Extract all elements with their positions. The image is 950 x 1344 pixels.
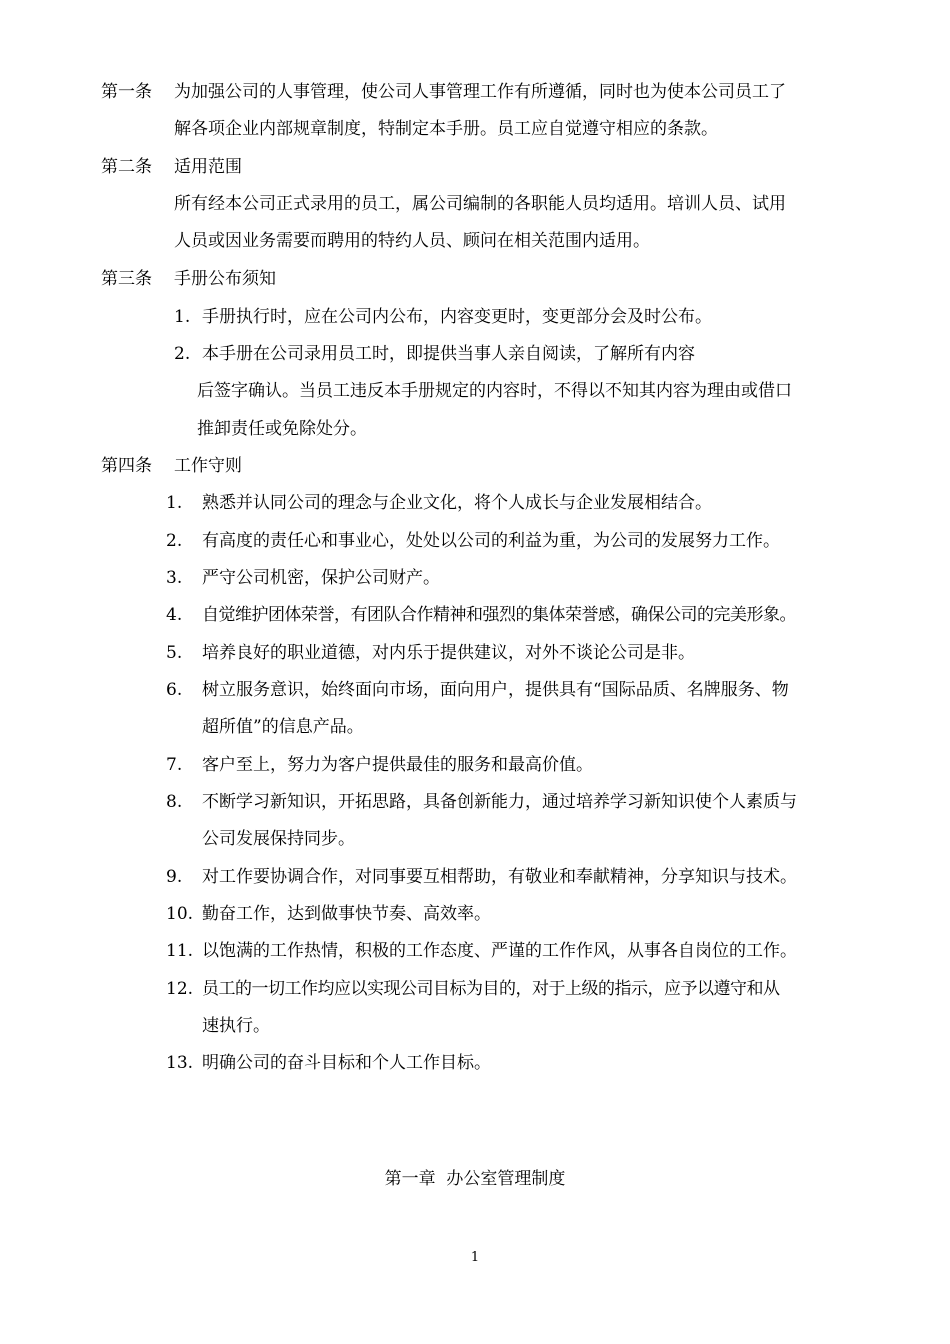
article-2-title: 适用范围 <box>174 157 242 177</box>
rule-num: 6. <box>166 680 183 700</box>
rule-num: 4. <box>166 605 183 625</box>
article-4-label: 第四条 <box>101 456 152 476</box>
rule-text: 客户至上，努力为客户提供最佳的服务和最高价值。 <box>202 755 593 775</box>
rule-num: 3. <box>166 568 183 588</box>
rule-text: 超所值”的信息产品。 <box>202 717 364 737</box>
rule-num: 2. <box>166 531 183 551</box>
rule-num: 1. <box>166 493 183 513</box>
rule-num: 11. <box>166 941 194 961</box>
rule-num: 8. <box>166 792 183 812</box>
rule-num: 10. <box>166 904 194 924</box>
chapter-title: 第一章 办公室管理制度 <box>384 1169 566 1189</box>
rule-text: 公司发展保持同步。 <box>202 829 355 849</box>
article-1-title: 为加强公司的人事管理，使公司人事管理工作有所遵循，同时也为使本公司员工了 <box>174 82 786 102</box>
article-2-body-line: 所有经本公司正式录用的员工，属公司编制的各职能人员均适用。培训人员、试用 <box>174 194 786 214</box>
article-3-item-text: 推卸责任或免除处分。 <box>197 419 367 439</box>
article-3-item-text: 手册执行时，应在公司内公布，内容变更时，变更部分会及时公布。 <box>202 307 712 327</box>
rule-text: 以饱满的工作热情，积极的工作态度、严谨的工作作风，从事各自岗位的工作。 <box>202 941 797 961</box>
article-3-item-num: 1. <box>174 307 191 327</box>
rule-num: 13. <box>166 1053 194 1073</box>
rule-text: 熟悉并认同公司的理念与企业文化，将个人成长与企业发展相结合。 <box>202 493 712 513</box>
rule-text: 对工作要协调合作，对同事要互相帮助，有敬业和奉献精神，分享知识与技术。 <box>202 867 797 887</box>
rule-num: 7. <box>166 755 183 775</box>
article-3-item-text: 本手册在公司录用员工时，即提供当事人亲自阅读，了解所有内容 <box>202 344 695 364</box>
article-3-item-text: 后签字确认。当员工违反本手册规定的内容时，不得以不知其内容为理由或借口 <box>197 381 792 401</box>
article-2-label: 第二条 <box>101 157 152 177</box>
rule-text: 明确公司的奋斗目标和个人工作目标。 <box>202 1053 491 1073</box>
article-1-body-line: 解各项企业内部规章制度，特制定本手册。员工应自觉遵守相应的条款。 <box>174 119 718 139</box>
article-3-label: 第三条 <box>101 269 152 289</box>
article-3-item-num: 2. <box>174 344 191 364</box>
article-2-body-line: 人员或因业务需要而聘用的特约人员、顾问在相关范围内适用。 <box>174 231 650 251</box>
article-3-title: 手册公布须知 <box>174 269 276 289</box>
rule-text: 严守公司机密，保护公司财产。 <box>202 568 440 588</box>
rule-text: 自觉维护团体荣誉，有团队合作精神和强烈的集体荣誉感，确保公司的完美形象。 <box>202 605 796 625</box>
rule-text: 有高度的责任心和事业心，处处以公司的利益为重，为公司的发展努力工作。 <box>202 531 780 551</box>
rule-num: 12. <box>166 979 194 999</box>
rule-text: 培养良好的职业道德，对内乐于提供建议，对外不谈论公司是非。 <box>202 643 695 663</box>
rule-text: 速执行。 <box>202 1016 270 1036</box>
rule-text: 不断学习新知识，开拓思路，具备创新能力，通过培养学习新知识使个人素质与 <box>202 792 797 812</box>
rule-text: 员工的一切工作均应以实现公司目标为目的，对于上级的指示，应予以遵守和从 <box>202 979 780 999</box>
article-1-label: 第一条 <box>101 82 152 102</box>
rule-num: 5. <box>166 643 183 663</box>
rule-text: 树立服务意识，始终面向市场，面向用户，提供具有“国际品质、名牌服务、物 <box>202 680 789 700</box>
rule-text: 勤奋工作，达到做事快节奏、高效率。 <box>202 904 491 924</box>
page-number: 1 <box>470 1250 480 1265</box>
rule-num: 9. <box>166 867 183 887</box>
article-4-title: 工作守则 <box>174 456 242 476</box>
